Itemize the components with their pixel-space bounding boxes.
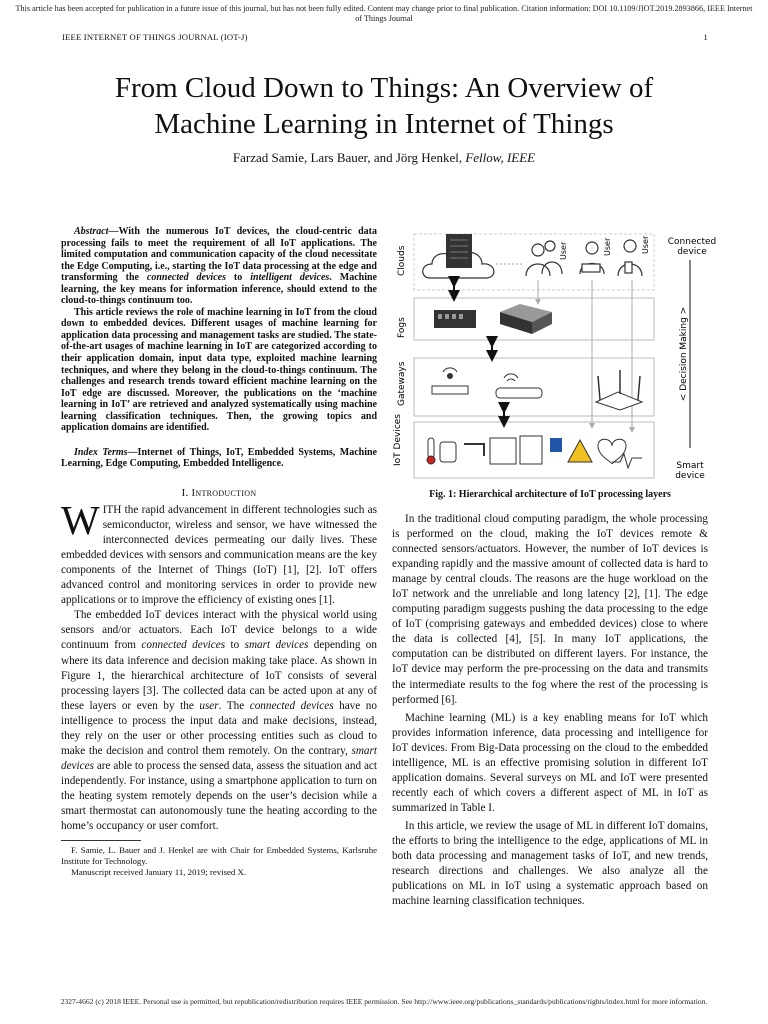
figure-iot-architecture [392, 230, 722, 485]
section-heading [61, 487, 377, 499]
paragraph-text: depending on where its data inference and decision making take place. As shown in Figure 1, the hierarchical architecture of IoT consists of several processing layers [3]. The collected data can be acted upon at any of these layers or even by the [61, 639, 377, 712]
author-suffix: Fellow, IEEE [465, 150, 536, 165]
smart-device-line-1: Smart [676, 461, 704, 471]
washer-icon [520, 436, 542, 464]
heart-monitor-icon [598, 439, 626, 464]
footnote-divider [61, 840, 141, 841]
footnote-manuscript: Manuscript received January 11, 2019; revised X. [71, 867, 247, 878]
abstract-paragraph-2: This article reviews the role of machine learning in IoT from the cloud down to embedded devices. Different usages of machine learning for application data processing and management tasks are studied. The state-of-the-art usages of machine learning in IoT are categorized according to their application domain, input data type, exploited machine learning techniques, and where they belong in the cloud-to-things continuum. The challenges and research trends toward efficient machine learning on the IoT edge are discussed. Moreover, the publications on the ‘machine learning in IoT’ are retrieved and analyzed systematically using machine learning classification techniques. Then, the growing topics and application domains are identified. [61, 306, 377, 434]
paragraph-text: ITH the rapid advancement in different technologies such as semiconductor, wireless and sensor, we have witnessed the interconnected devices permeating our daily lives. These embedded devices with sensors and communication means are the key components of the Internet of Things (IoT) [1], [2]. IoT offers advanced control and monitoring services in order to provide new applications or to improve the efficiency of existing ones [1]. [61, 504, 377, 607]
author-list [40, 150, 728, 166]
user-label-1: User [559, 241, 568, 260]
abstract-emphasis: intelligent devices [250, 272, 330, 284]
paragraph-emphasis: connected devices [249, 699, 334, 712]
journal-name: IEEE INTERNET OF THINGS JOURNAL (IOT-J) [62, 32, 248, 42]
copyright-footer: 2327-4662 (c) 2018 IEEE. Personal use is permitted, but republication/redistribution requires IEEE permission. See http://www.ieee.org/publications_standards/publications/rights/index.html for more information. [60, 997, 708, 1006]
user-group-icon [526, 241, 562, 276]
abstract-text: to [225, 272, 251, 284]
warning-sign-icon [568, 440, 592, 462]
paragraph-text: have no intelligence to process the input data and make decisions, instead, they rely on the user or other processing entities such as cloud to make the decision and control them remotely. On the contrary, [61, 699, 377, 757]
author-names: Farzad Samie, Lars Bauer, and Jörg Henkel, [232, 150, 463, 165]
paragraph-emphasis: connected devices [141, 639, 226, 652]
index-terms [61, 447, 377, 470]
abstract-paragraph-1 [61, 226, 377, 307]
router-icon [496, 374, 542, 398]
paragraph-text: are able to process the sensed data, assess the situation and act independently. For instance, using a smartphone application to turn on the heating system remotely depends on the user’s decision while a smart thermostat can autonomously tune the heating according to the home’s occupancy or user comfort. [61, 759, 377, 833]
abstract-text: . Machine learning, the key means for information inference, should extend to the cloud-to-things continuum too. [61, 272, 377, 307]
intro-paragraph-1 [61, 497, 377, 608]
left-column [61, 226, 377, 878]
index-terms-text: —Internet of Things, IoT, Embedded Systems, Machine Learning, Edge Computing, Embedded Intelligence. [61, 446, 377, 470]
user-phone-icon [618, 240, 642, 276]
paragraph-emphasis: smart devices [244, 639, 309, 652]
paragraph-emphasis: smart devices [61, 744, 377, 772]
access-point-icon [596, 370, 642, 410]
right-paragraph-1: In the traditional cloud computing paradigm, the whole processing is performed on the cloud, making the IoT devices remote & connected sensors/actuators. However, the number of IoT devices is expanding rapidly and the massive amount of collected data is hard to manage by central clouds. The reasons are the huge workload on the IoT network and the unreliable and long latency [2], [1]. The edge computing paradigm suggests pushing the data processing to the edge of IoT (comprising gateways and embedded devices) close to where the data is collected [4], [5]. In many IoT applications, the computation can be distributed on different layers. For instance, the IoT device may perform the pre-processing on the data and transmits the intermediate results to the fog where the rest of the processing is performed [6]. [392, 513, 708, 706]
publication-banner: This article has been accepted for publication in a future issue of this journal, but has not been fully edited. Content may change prior to final publication. Citation information: DOI 10.1109/JIOT.2019.2893866, IEEE Internet of Things Journal [15, 4, 753, 23]
drop-cap: W [61, 497, 100, 544]
user-label-3: User [641, 235, 650, 254]
mini-pc-icon [500, 304, 552, 334]
index-terms-label: Index Terms [74, 446, 128, 458]
right-paragraph-3: In this article, we review the usage of ML in different IoT domains, the efforts to bring the intelligence to the edge, applications of ML in both data processing and management tasks of IoT, and new trends, research directions and challenges. We also analyze all the publications on ML in IoT using a systematic approach based on machine learning classification techniques. [392, 819, 708, 908]
abstract-label: Abstract [74, 226, 109, 237]
smart-device-line-2: device [675, 471, 705, 481]
decision-making-label: < Decision Making > [679, 306, 689, 402]
connected-device-line-2: device [677, 247, 707, 257]
layer-label-clouds: Clouds [397, 245, 407, 276]
wifi-hub-icon [432, 368, 468, 394]
faucet-icon [464, 444, 484, 456]
architecture-diagram [392, 230, 722, 485]
footnote-affiliation: F. Samie, L. Bauer and J. Henkel are with Chair for Embedded Systems, Karlsruhe Institute for Technology. [61, 845, 377, 867]
title-line-2: Machine Learning in Internet of Things [154, 108, 614, 140]
section-title: Introduction [191, 487, 257, 500]
user-label-2: User [603, 237, 612, 256]
paragraph-text: The embedded IoT devices interact with the physical world using sensors and/or actuators. Each IoT device belongs to a wide continuum from [61, 609, 377, 652]
server-rack-icon [446, 234, 472, 268]
right-paragraph-2: Machine learning (ML) is a key enabling means for IoT which provides information inference, data processing and intelligence for IoT devices. From Big-Data processing on the cloud to the embedded intelligence, ML is an effective promising solution in different IoT application domains. Several surveys on ML and IoT were presented recently each of which covers a different aspect of ML in IoT as summarized in Table I. [392, 711, 708, 814]
abstract [61, 226, 377, 434]
left-body-text [61, 497, 377, 834]
smartwatch-icon [440, 442, 456, 462]
layer-label-iot: IoT Devices [393, 414, 403, 466]
parking-sensor-icon [550, 438, 562, 452]
connected-device-line-1: Connected [667, 237, 717, 247]
fog-server-icon [434, 310, 476, 328]
section-number: I. [181, 487, 192, 500]
page-number: 1 [703, 32, 708, 42]
thermometer-icon [427, 438, 435, 464]
user-laptop-icon [580, 242, 604, 274]
right-body-text [392, 512, 708, 909]
paragraph-emphasis: user [199, 699, 219, 712]
figure-caption: Fig. 1: Hierarchical architecture of IoT processing layers [429, 489, 671, 500]
paper-title [40, 70, 728, 142]
paragraph-text: . The [218, 699, 250, 712]
tablet-icon [490, 438, 516, 464]
paragraph-text: to [225, 639, 245, 652]
abstract-emphasis: connected devices [146, 272, 226, 284]
intro-paragraph-2 [61, 608, 377, 834]
abstract-text: —With the numerous IoT devices, the cloud-centric data processing fails to meet the requirement of all IoT applications. The limited computation and communication capacity of the cloud necessitate the Edge Computing, i.e., starting the IoT data processing at the edge and transforming the [61, 226, 377, 284]
right-column [392, 512, 708, 909]
layer-label-fogs: Fogs [397, 317, 407, 338]
title-line-1: From Cloud Down to Things: An Overview of [114, 72, 654, 104]
layer-label-gateways: Gateways [397, 361, 407, 406]
footnotes [61, 845, 377, 878]
